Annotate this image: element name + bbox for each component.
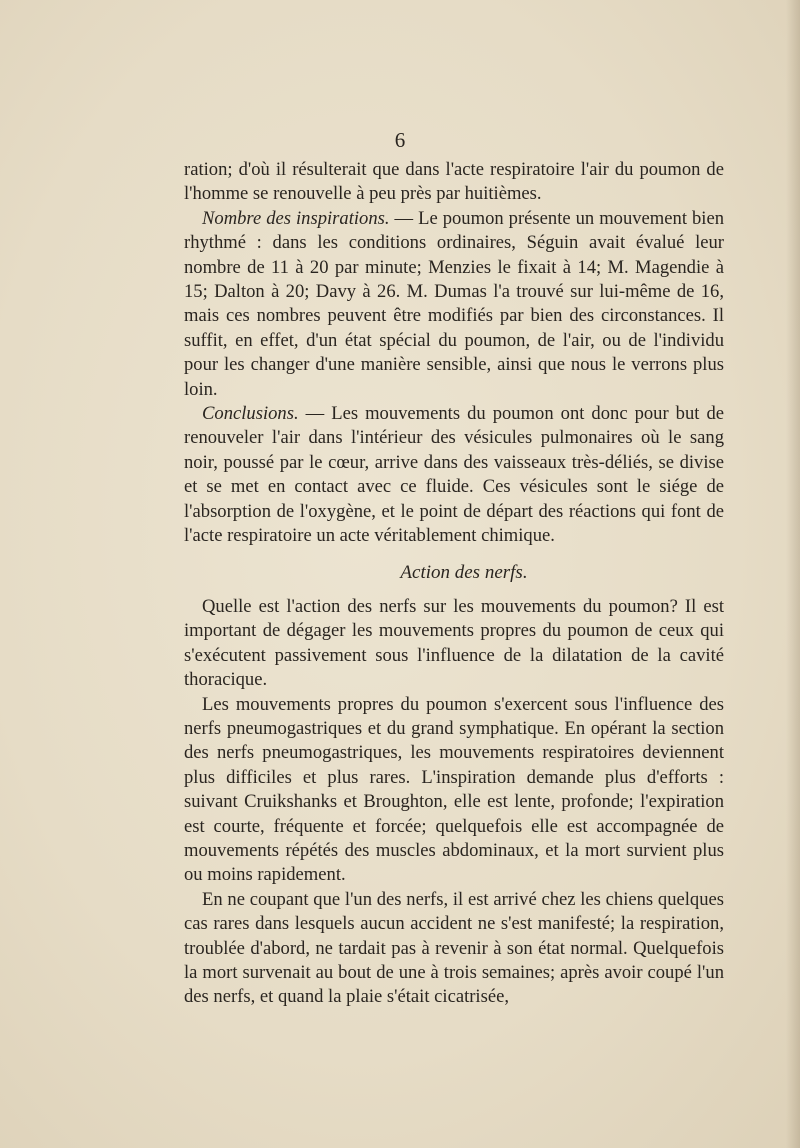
run-in-heading: Conclusions.	[202, 403, 299, 425]
page-number: 6	[394, 128, 406, 152]
run-in-heading: Nombre des inspirations.	[202, 207, 390, 229]
page-edge-shadow	[786, 0, 800, 1148]
section-title: Action des nerfs.	[400, 561, 528, 583]
paragraph-text: — Les mouvements du poumon ont donc pour but de renouveler l'air dans l'intérieur des vésicules pulmonaires où le sang noir, poussé par le cœur, arrive dans des vaisseaux très-déliés, se divise et se met en contact avec ce fluide. Ces vésicules sont le siége de l'absorption de l'oxygène, et le point de départ des réactions qui font de l'acte respiratoire un acte véritablement chimique.	[184, 403, 724, 547]
paragraph: En ne coupant que l'un des nerfs, il est arrivé chez les chiens quelques cas rares dans lesquels aucun accident ne s'est manifesté; la respiration, troublée d'abord, ne tardait pas à revenir à son état normal. Quelquefois la mort survenait au bout de une à trois semaines; après avoir coupé l'un des nerfs, et quand la plaie s'était cicatrisée,	[184, 888, 724, 1008]
paragraph-continuation	[184, 158, 724, 207]
paragraph: Les mouvements propres du poumon s'exercent sous l'influence des nerfs pneumogastriques et du grand symphatique. En opérant la section des nerfs pneumogastriques, les mouvements respiratoires deviennent plus difficiles et plus rares. L'inspiration demande plus d'efforts : suivant Cruikshanks et Broughton, elle est lente, profonde; l'expiration est courte, fréquente et forcée; quelquefois elle est accompagnée de mouvements répétés des muscles abdominaux, et la mort survient plus ou moins rapidement.	[184, 693, 724, 886]
paragraph-conclusions	[184, 402, 724, 548]
body-text	[184, 158, 724, 1010]
paragraph-text: — Le poumon présente un mouvement bien rhythmé : dans les conditions ordinaires, Séguin avait évalué leur nombre de 11 à 20 par minute; Menzies le fixait à 14; M. Magendie à 15; Dalton à 20; Davy à 26. M. Dumas l'a trouvé sur lui-même de 16, mais ces nombres peuvent être modifiés par bien des circonstances. Il suffit, en effet, d'un état spécial du poumon, de l'air, ou de l'individu pour les changer d'une manière sensible, ainsi que nous le verrons plus loin.	[184, 207, 724, 400]
paragraph: Quelle est l'action des nerfs sur les mouvements du poumon? Il est important de dégager les mouvements propres du poumon de ceux qui s'exécutent passivement sous l'influence de la dilatation de la cavité thoracique.	[184, 595, 724, 691]
paragraph-text: ration; d'où il résulterait que dans l'acte respiratoire l'air du poumon de l'homme se renouvelle à peu près par huitièmes.	[184, 159, 724, 205]
paragraph-inspirations	[184, 207, 724, 402]
